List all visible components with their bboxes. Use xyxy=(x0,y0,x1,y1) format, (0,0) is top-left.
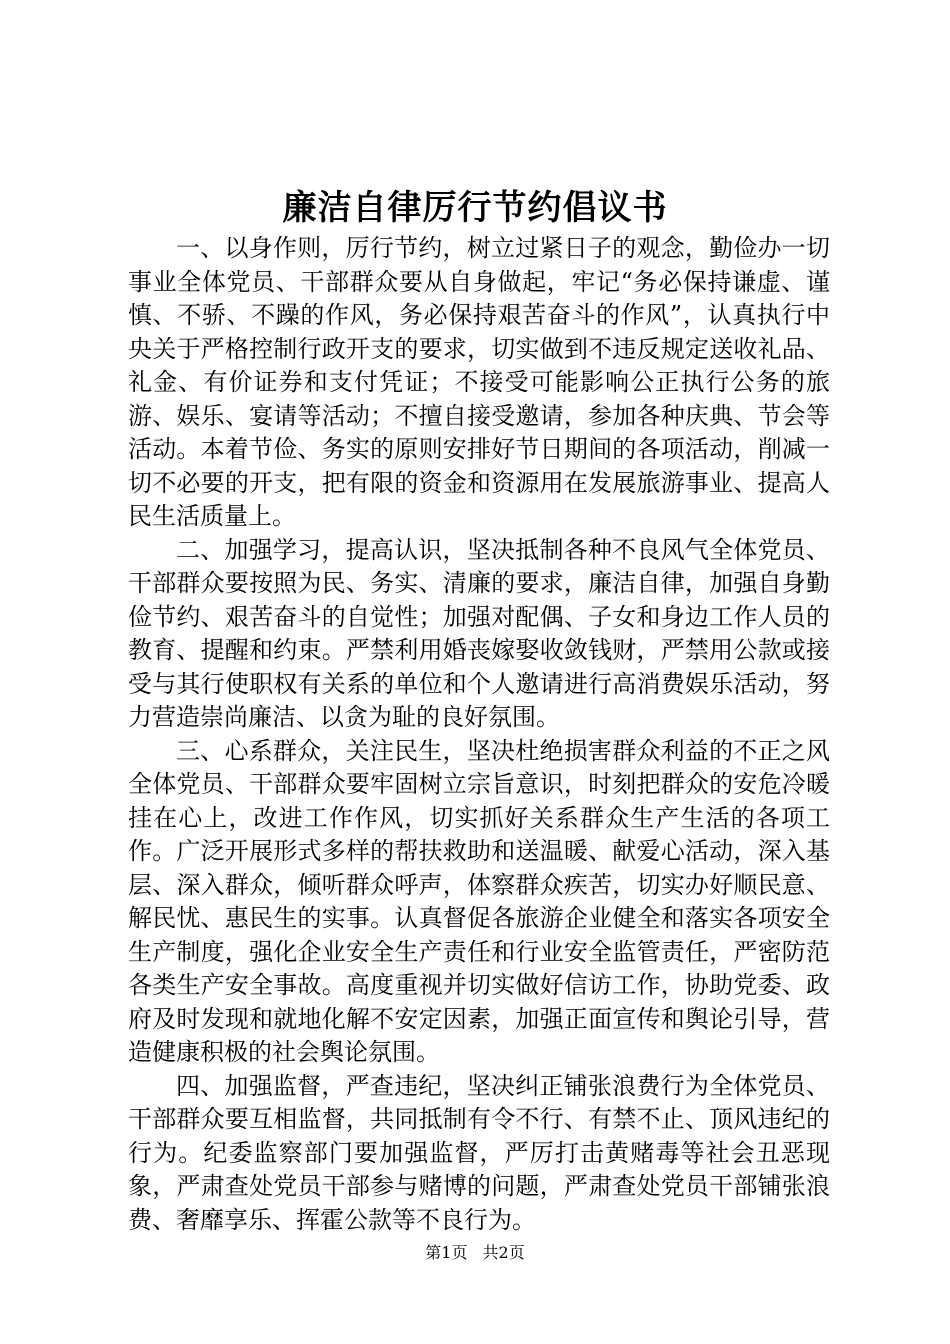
document-title: 廉洁自律厉行节约倡议书 xyxy=(282,188,668,228)
paragraph-3: 三、心系群众，关注民生，坚决杜绝损害群众利益的不正之风全体党员、干部群众要牢固树立宗旨意识，时刻把群众的安危冷暖挂在心上，改进工作作风，切实抓好关系群众生产生活的各项工作。广泛开展形式多样的帮扶救助和送温暖、献爱心活动，深入基层、深入群众，倾听群众呼声，体察群众疾苦，切实办好顺民意、解民忧、惠民生的实事。认真督促各旅游企业健全和落实各项安全生产制度，强化企业安全生产责任和行业安全监管责任，严密防范各类生产安全事故。高度重视并切实做好信访工作，协助党委、政府及时发现和就地化解不安定因素，加强正面宣传和舆论引导，营造健康积极的社会舆论氛围。 xyxy=(128,736,830,1066)
paragraph-2: 二、加强学习，提高认识，坚决抵制各种不良风气全体党员、干部群众要按照为民、务实、清廉的要求，廉洁自律，加强自身勤俭节约、艰苦奋斗的自觉性；加强对配偶、子女和身边工作人员的教育、提醒和约束。严禁利用婚丧嫁娶收敛钱财，严禁用公款或接受与其行使职权有关系的单位和个人邀请进行高消费娱乐活动，努力营造崇尚廉洁、以贪为耻的良好氛围。 xyxy=(128,535,830,731)
paragraph-4: 四、加强监督，严查违纪，坚决纠正铺张浪费行为全体党员、干部群众要互相监督，共同抵制有令不行、有禁不止、顶风违纪的行为。纪委监察部门要加强监督，严厉打击黄赌毒等社会丑恶现象，严肃查处党员干部参与赌博的问题，严肃查处党员干部铺张浪费、奢靡享乐、挥霍公款等不良行为。 xyxy=(128,1071,830,1234)
document-body xyxy=(128,232,830,1237)
paragraph-1: 一、以身作则，厉行节约，树立过紧日子的观念，勤俭办一切事业全体党员、干部群众要从自身做起，牢记“务必保持谦虚、谨慎、不骄、不躁的作风，务必保持艰苦奋斗的作风”，认真执行中央关于严格控制行政开支的要求，切实做到不违反规定送收礼品、礼金、有价证券和支付凭证；不接受可能影响公正执行公务的旅游、娱乐、宴请等活动；不擅自接受邀请，参加各种庆典、节会等活动。本着节俭、务实的原则安排好节日期间的各项活动，削减一切不必要的开支，把有限的资金和资源用在发展旅游事业、提高人民生活质量上。 xyxy=(128,234,830,530)
page-footer xyxy=(0,1241,950,1265)
page-number-total: 共2页 xyxy=(482,1243,525,1262)
page-number-current: 第1页 xyxy=(425,1243,468,1262)
